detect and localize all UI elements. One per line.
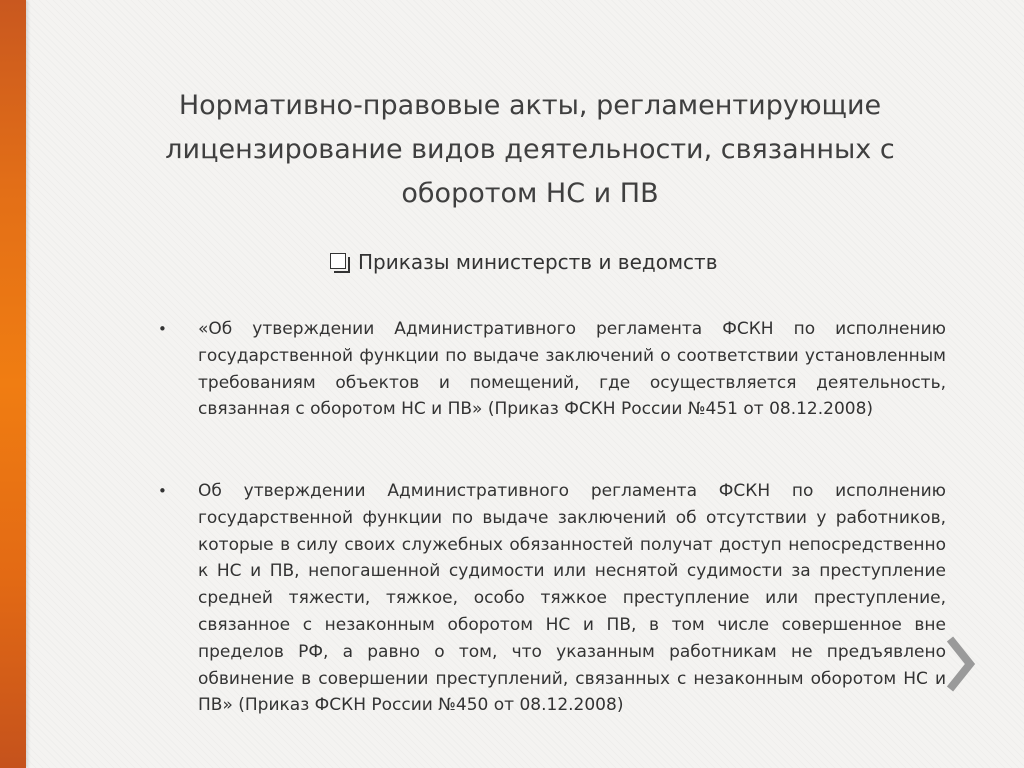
slide-title: Нормативно-правовые акты, регламентирующие лицензирование видов деятельности, связанных с оборотом НС и ПВ xyxy=(165,90,895,209)
section-heading xyxy=(330,247,717,277)
chevron-right-icon[interactable] xyxy=(946,636,976,692)
list-item xyxy=(158,316,946,423)
accent-bar xyxy=(0,0,26,768)
bullet-dot: • xyxy=(158,320,167,338)
section-heading-text: Приказы министерств и ведомств xyxy=(358,250,718,274)
list-item xyxy=(158,478,946,719)
list-item-text: Об утверждении Административного регламента ФСКН по исполнению государственной функции по выдаче заключений об отсутствии у работников, которые в силу своих служебных обязанностей получат доступ непосредственно к НС и ПВ, непогашенной судимости или неснятой судимости за преступление средней тяжести, тяжкое, особо тяжкое преступление или преступление, связанное с незаконным оборотом НС и ПВ, в том числе совершенное вне пределов РФ, а равно о том, что указанным работникам не предъявлено обвинение в совершении преступлений, связанных с незаконным оборотом НС и ПВ» (Приказ ФСКН России №450 от 08.12.2008) xyxy=(198,481,946,716)
checkbox-icon xyxy=(330,253,349,272)
bullet-dot: • xyxy=(158,482,167,500)
list-item-text: «Об утверждении Административного регламента ФСКН по исполнению государственной функции по выдаче заключений о соответствии установленным требованиям объектов и помещений, где осуществляется деятельность, связанная с оборотом НС и ПВ» (Приказ ФСКН России №451 от 08.12.2008) xyxy=(198,319,946,420)
